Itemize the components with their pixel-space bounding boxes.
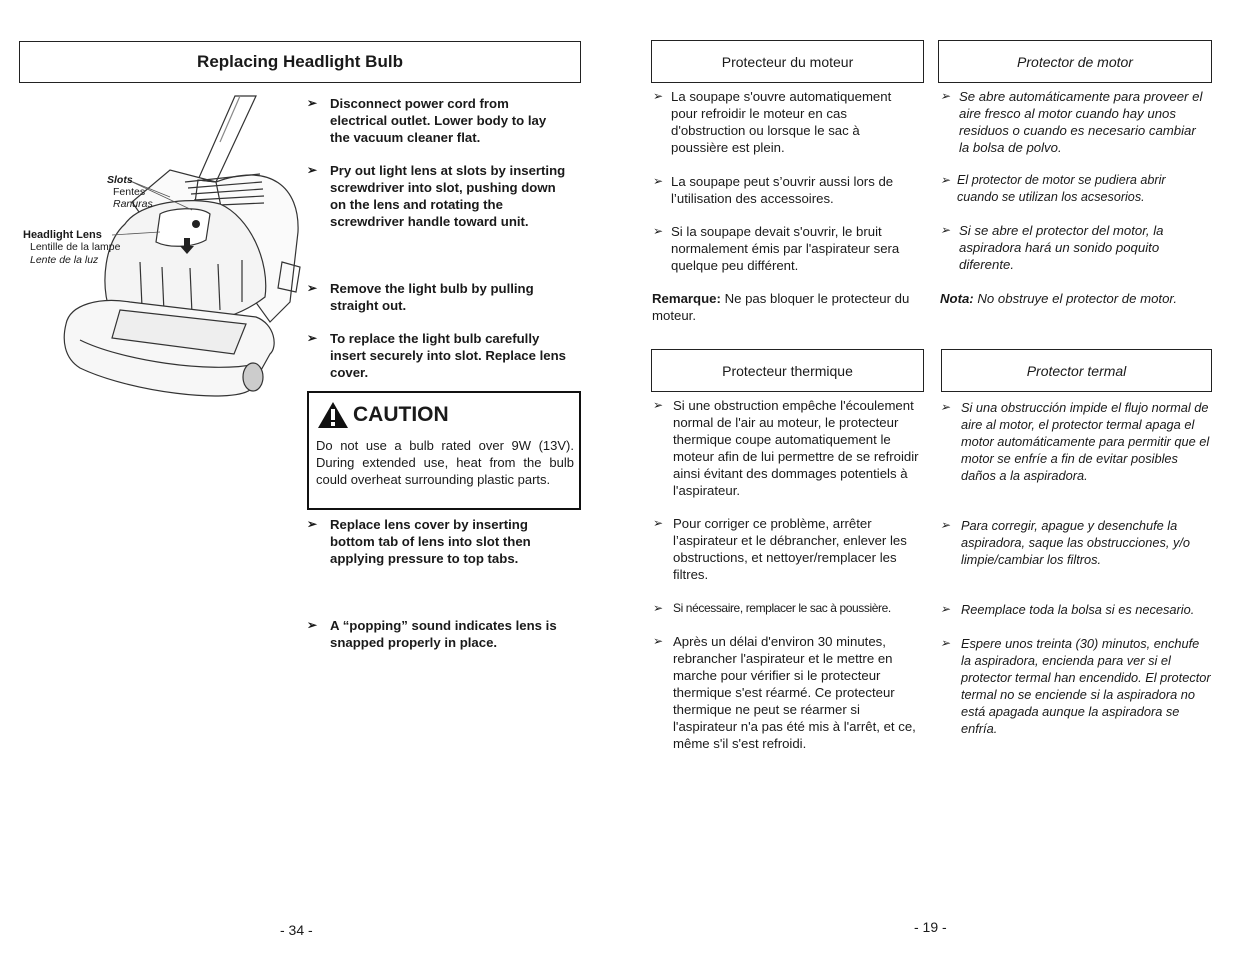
bullet-arrow-icon: ➢ <box>940 518 951 532</box>
fr-motor-item: ➢ La soupape s'ouvre automatiquement pour refroidir le moteur en cas d'obstruction ou lorsque le sac à poussière est plein. <box>653 89 892 155</box>
fr-thermal-header <box>651 349 924 392</box>
es-motor-title: Protector de motor <box>1017 53 1133 70</box>
note-label: Remarque: <box>652 291 721 306</box>
caution-box <box>307 391 581 510</box>
fr-thermal-item: ➢ Si une obstruction empêche l'écoulement normal de l'air au moteur, le protecteur thermique coupe automatiquement le moteur afin de lui permettre de se refroidir ainsi évitant des dommages potentiels à l'aspirateur. <box>653 398 919 498</box>
bullet-arrow-icon: ➢ <box>940 602 951 616</box>
es-thermal-item: ➢ Para corregir, apague y desenchufe la aspiradora, saque las obstrucciones, y/o limpie/cambiar los filtros. <box>940 518 1191 567</box>
left-section-header <box>19 41 581 83</box>
label-lens-es: Lente de la luz <box>30 254 99 266</box>
bullet-arrow-icon: ➢ <box>653 634 664 648</box>
fr-motor-note <box>652 290 917 324</box>
step-item: ➢ A “popping” sound indicates lens is snapped properly in place. <box>307 618 557 650</box>
bullet-arrow-icon: ➢ <box>653 224 664 238</box>
es-thermal-header <box>941 349 1212 392</box>
caution-title <box>317 401 449 429</box>
fr-motor-header <box>651 40 924 83</box>
step-item: ➢ Replace lens cover by inserting bottom tab of lens into slot then applying pressure to top tabs. <box>307 517 531 566</box>
bullet-arrow-icon: ➢ <box>940 89 951 103</box>
fr-motor-item: ➢ La soupape peut s’ouvrir aussi lors de l’utilisation des accessoires. <box>653 174 894 206</box>
bullet-arrow-icon: ➢ <box>307 96 318 110</box>
page-number-left: - 34 - <box>280 922 313 938</box>
bullet-arrow-icon: ➢ <box>653 516 664 530</box>
fr-thermal-item: ➢ Si nécessaire, remplacer le sac à poussière. <box>653 601 891 615</box>
bullet-arrow-icon: ➢ <box>940 173 951 187</box>
es-thermal-item: ➢ Reemplace toda la bolsa si es necesario. <box>940 602 1195 617</box>
bullet-arrow-icon: ➢ <box>307 331 318 345</box>
label-lens-fr: Lentille de la lampe <box>30 241 121 253</box>
caution-word: CAUTION <box>353 403 449 426</box>
bullet-arrow-icon: ➢ <box>653 174 664 188</box>
es-motor-item: ➢ Si se abre el protector del motor, la aspiradora hará un sonido poquito diferente. <box>940 223 1164 272</box>
es-motor-item: ➢ Se abre automáticamente para proveer el aire fresco al motor cuando hay unos residuos o cuando es necesario cambiar la bolsa de polvo. <box>940 89 1203 155</box>
note-text: No obstruye el protector de motor. <box>977 291 1177 306</box>
es-motor-note <box>940 290 1208 307</box>
fr-motor-title: Protecteur du moteur <box>721 53 854 70</box>
es-thermal-title: Protector termal <box>1026 362 1127 379</box>
step-item: ➢ Pry out light lens at slots by inserting screwdriver into slot, pushing down on the lens and rotating the screwdriver handle toward unit. <box>307 163 566 229</box>
section-title: Replacing Headlight Bulb <box>197 52 403 71</box>
fr-motor-item: ➢ Si la soupape devait s'ouvrir, le bruit normalement émis par l'aspirateur sera quelque peu différent. <box>653 224 900 273</box>
es-thermal-item: ➢ Espere unos treinta (30) minutos, enchufe la aspiradora, encienda para ver si el protector termal han encendido. El protector termal no se enciende si la aspiradora no está apagada aunque la aspiradora se enfría. <box>940 636 1211 736</box>
fr-thermal-item: ➢ Pour corriger ce problème, arrêter l’aspirateur et le débrancher, enlever les obstructions, et nettoyer/remplacer les filtres. <box>653 516 907 582</box>
caution-text: Do not use a bulb rated over 9W (13V). During extended use, heat from the bulb could overheat surrounding plastic parts. <box>316 438 574 487</box>
step-item: ➢ Remove the light bulb by pulling straight out. <box>307 281 534 313</box>
label-lens-en: Headlight Lens <box>23 229 102 241</box>
es-thermal-item: ➢ Si una obstrucción impide el flujo normal de aire al motor, el protector termal apaga el motor automáticamente para permitir que el motor se enfríe a fin de evitar posibles daños a la aspiradora. <box>940 400 1210 483</box>
label-slots-fr: Fentes <box>113 186 146 198</box>
bullet-arrow-icon: ➢ <box>653 398 664 412</box>
label-slots-es: Ranuras <box>113 198 153 210</box>
label-slots-en: Slots <box>107 174 133 186</box>
bullet-arrow-icon: ➢ <box>307 618 318 632</box>
page-number-right: - 19 - <box>914 919 947 935</box>
bullet-arrow-icon: ➢ <box>940 400 951 414</box>
es-motor-item: ➢ El protector de motor se pudiera abrir cuando se utilizan los acsesorios. <box>940 173 1166 204</box>
note-text: Ne pas bloquer le protecteur du moteur. <box>652 291 910 323</box>
note-label: Nota: <box>940 291 974 306</box>
bullet-arrow-icon: ➢ <box>653 601 663 615</box>
bullet-arrow-icon: ➢ <box>307 163 318 177</box>
bullet-arrow-icon: ➢ <box>653 89 664 103</box>
bullet-arrow-icon: ➢ <box>307 517 318 531</box>
step-item: ➢ Disconnect power cord from electrical outlet. Lower body to lay the vacuum cleaner flat. <box>307 96 547 145</box>
fr-thermal-item: ➢ Après un délai d'environ 30 minutes, rebrancher l'aspirateur et le mettre en marche pour vérifier si le protecteur thermique s'est réarmé. Ce protecteur thermique ne peut se réarmer si l'aspirateur n'a pas été mis à l'arrêt, et ce, même s'il s'est refroidi. <box>653 634 916 751</box>
fr-thermal-title: Protecteur thermique <box>722 362 853 379</box>
es-motor-header <box>938 40 1212 83</box>
bullet-arrow-icon: ➢ <box>307 281 318 295</box>
bullet-arrow-icon: ➢ <box>940 223 951 237</box>
warning-triangle-icon <box>317 401 349 429</box>
step-item: ➢ To replace the light bulb carefully insert securely into slot. Replace lens cover. <box>307 331 566 380</box>
bullet-arrow-icon: ➢ <box>940 636 951 650</box>
